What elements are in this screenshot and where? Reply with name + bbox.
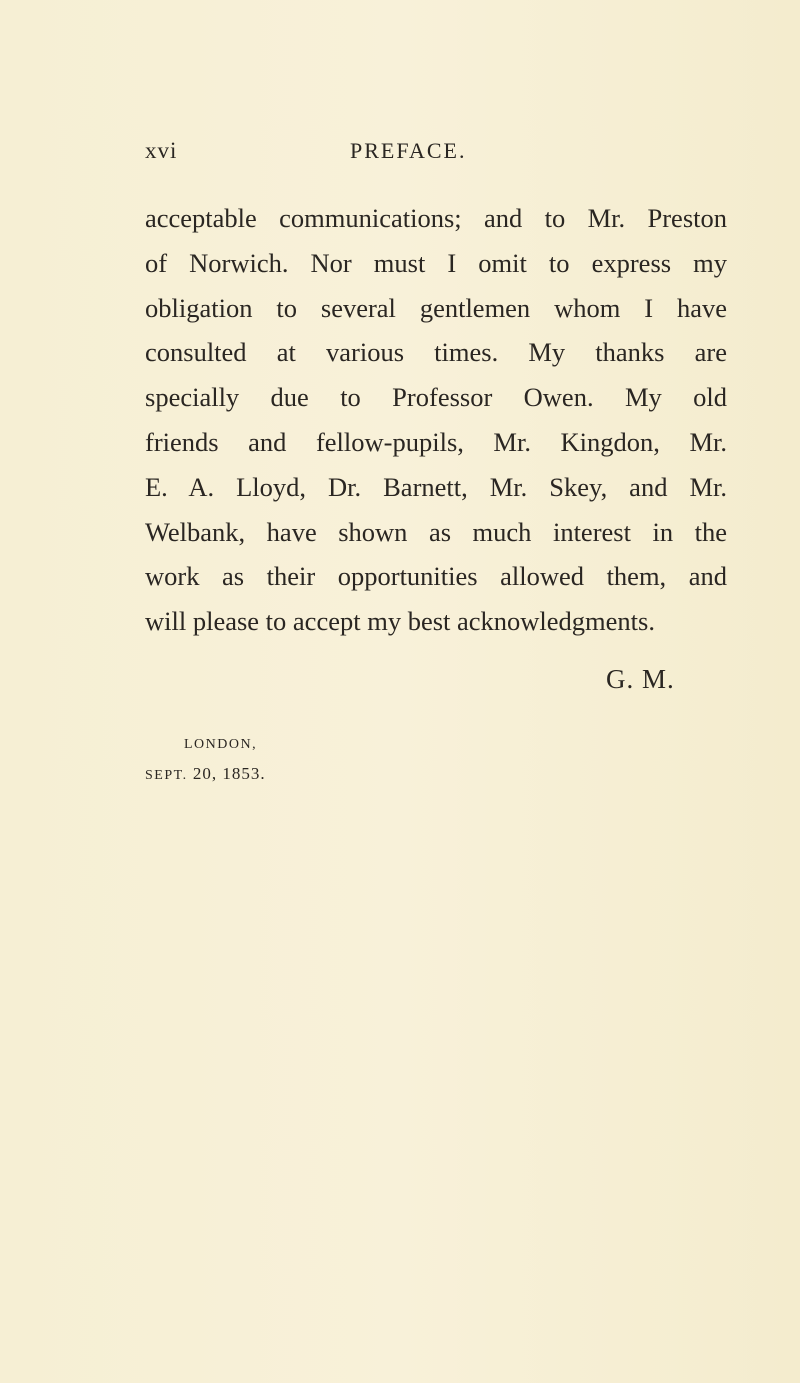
- date-rest: 20, 1853.: [187, 764, 266, 783]
- page-number: xvi: [145, 138, 178, 163]
- preface-paragraph: [145, 196, 727, 644]
- text-line: obligation to several gentlemen whom I have: [145, 292, 727, 323]
- text-line: will please to accept my best acknowledgments.: [145, 606, 655, 637]
- text-line: of Norwich. Nor must I omit to express my: [145, 247, 727, 278]
- text-line: work as their opportunities allowed them, and: [145, 561, 727, 592]
- text-line: consulted at various times. My thanks are: [145, 337, 727, 368]
- date-month: SEPT.: [145, 768, 188, 783]
- text-line: E. A. Lloyd, Dr. Barnett, Mr. Skey, and Mr.: [145, 471, 727, 502]
- place-line: LONDON,: [184, 737, 258, 752]
- text-line: Welbank, have shown as much interest in the: [145, 516, 727, 547]
- running-title: PREFACE.: [350, 138, 467, 163]
- text-line: friends and fellow-pupils, Mr. Kingdon, Mr.: [145, 426, 727, 457]
- text-line: specially due to Professor Owen. My old: [145, 382, 727, 413]
- text-line: acceptable communications; and to Mr. Preston: [145, 203, 727, 233]
- running-head: [145, 138, 725, 168]
- author-initials: G. M.: [606, 664, 675, 694]
- date-line: [145, 764, 266, 784]
